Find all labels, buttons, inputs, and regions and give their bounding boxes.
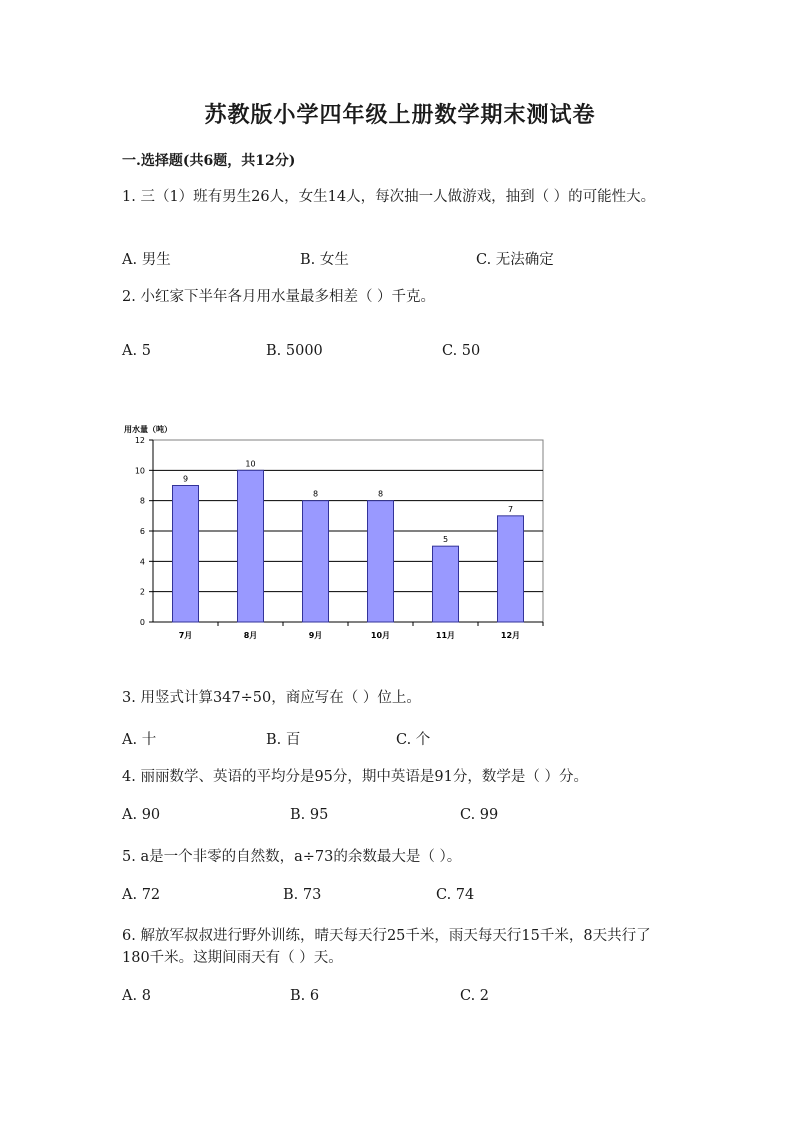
- y-tick-label: 12: [134, 436, 145, 445]
- q6-option-b: B. 6: [290, 988, 320, 1004]
- q5-option-c: C. 74: [436, 887, 475, 903]
- y-tick-label: 8: [139, 496, 145, 506]
- x-tick-label: 10月: [370, 631, 391, 640]
- bar-11月: [433, 546, 459, 622]
- q1-option-c: C. 无法确定: [476, 252, 554, 268]
- data-label: 5: [442, 535, 449, 545]
- x-tick-label: 12月: [500, 631, 521, 640]
- q3-option-a: A. 十: [122, 732, 157, 748]
- bar-9月: [303, 501, 329, 622]
- q6-option-c: C. 2: [460, 988, 490, 1004]
- x-tick-label: 11月: [435, 631, 456, 640]
- q1-option-a: A. 男生: [122, 252, 171, 268]
- q3-option-b: B. 百: [266, 732, 301, 748]
- q4-option-a: A. 90: [122, 807, 161, 823]
- bar-8月: [238, 470, 264, 622]
- q6-option-a: A. 8: [122, 988, 151, 1004]
- section-heading: 一.选择题(共6题，共12分): [122, 153, 296, 169]
- chart-ylabel: 用水量（吨）: [124, 425, 172, 434]
- y-tick-label: 6: [139, 527, 145, 536]
- q4-option-c: C. 99: [460, 807, 499, 823]
- x-tick-label: 9月: [308, 631, 323, 640]
- y-tick-label: 4: [139, 557, 145, 567]
- q3-option-c: C. 个: [396, 732, 431, 748]
- q4-option-b: B. 95: [290, 807, 329, 823]
- question-1: 1. 三（1）班有男生26人，女生14人，每次抽一人做游戏，抽到（ ）的可能性大。: [122, 189, 656, 205]
- x-tick-label: 8月: [243, 631, 258, 640]
- question-6: 6. 解放军叔叔进行野外训练，晴天每天行25千米，雨天每天行15千米，8天共行了180千米。这期间雨天有（ ）天。: [122, 928, 651, 966]
- y-tick-label: 10: [134, 466, 145, 476]
- data-label: 8: [377, 489, 384, 499]
- y-tick-label: 0: [139, 618, 145, 627]
- page-title: 苏教版小学四年级上册数学期末测试卷: [204, 102, 596, 128]
- bar-12月: [498, 516, 524, 622]
- x-tick-label: 7月: [178, 631, 193, 640]
- q1-option-b: B. 女生: [300, 252, 349, 268]
- question-3: 3. 用竖式计算347÷50，商应写在（ ）位上。: [122, 690, 421, 706]
- data-label: 8: [312, 489, 319, 499]
- q5-option-a: A. 72: [122, 887, 161, 903]
- q2-option-c: C. 50: [442, 343, 481, 359]
- question-4: 4. 丽丽数学、英语的平均分是95分，期中英语是91分，数学是（ ）分。: [122, 769, 588, 785]
- q2-option-b: B. 5000: [266, 343, 323, 359]
- question-5: 5. a是一个非零的自然数，a÷73的余数最大是（ ）。: [122, 849, 462, 865]
- data-label: 9: [182, 474, 189, 484]
- data-label: 10: [245, 459, 256, 469]
- q5-option-b: B. 73: [283, 887, 322, 903]
- water-usage-bar-chart: [118, 418, 558, 648]
- data-label: 7: [507, 504, 514, 514]
- question-2: 2. 小红家下半年各月用水量最多相差（ ）千克。: [122, 289, 436, 305]
- bar-7月: [173, 486, 199, 623]
- bar-10月: [368, 501, 394, 622]
- q2-option-a: A. 5: [122, 343, 151, 359]
- y-tick-label: 2: [139, 587, 145, 597]
